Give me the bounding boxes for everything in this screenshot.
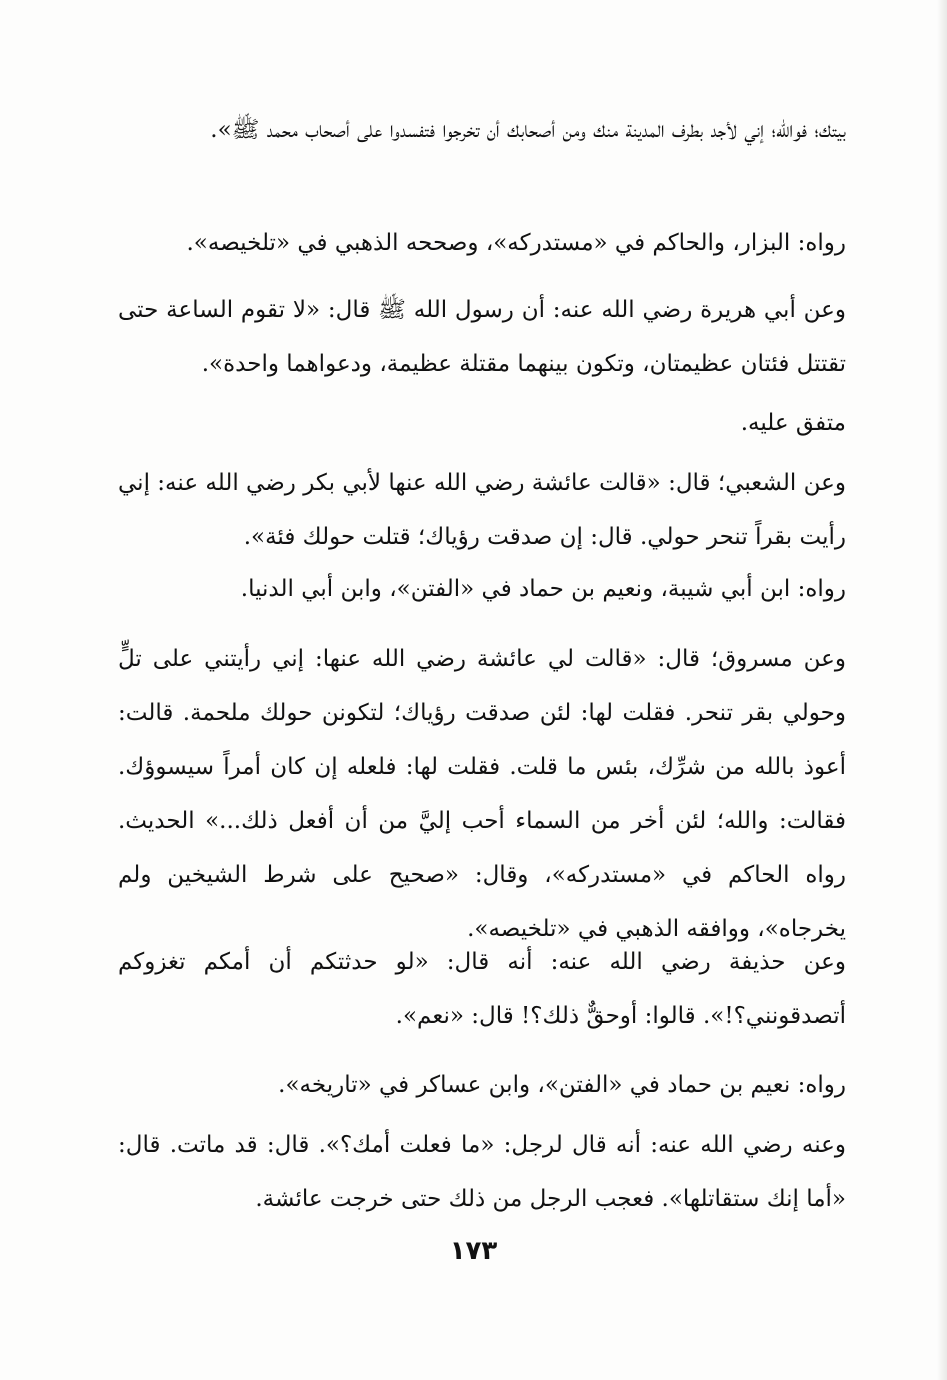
scan-edge-shadow [937,0,947,1380]
paragraph-4-reference: متفق عليه. [740,410,846,436]
paragraph-2-reference: رواه: البزار، والحاكم في «مستدركه»، وصححه الذهبي في «تلخيصه». [186,230,846,256]
paragraph-9-reference: رواه: نعيم بن حماد في «الفتن»، وابن عساكر في «تاريخه». [278,1072,846,1098]
paragraph-3: وعن أبي هريرة رضي الله عنه: أن رسول الله ﷺ قال: «لا تقوم الساعة حتى تقتتل فئتان عظيمتان، وتكون بينهما مقتلة عظيمة، ودعواهما واحدة». [118,297,846,377]
paragraph-7: وعن مسروق؛ قال: «قالت لي عائشة رضي الله عنها: إني رأيتني على تلٍّ وحولي بقر تنحر. فقلت لها: لئن صدقت رؤياك؛ لتكونن حولك ملحمة. قالت: أعوذ بالله من شرِّك، بئس ما قلت. فقلت لها: فلعله إن كان أمراً سيسوؤك. فقالت: والله؛ لئن أخر من السماء أحب إليَّ من أن أفعل ذلك...» الحديث. رواه الحاكم في «مستدركه»، وقال: «صحيح على شرط الشيخين ولم يخرجاه»، ووافقه الذهبي في «تلخيصه». [118,646,846,942]
page-number: ١٧٣ [449,1236,498,1266]
paragraph-5: وعن الشعبي؛ قال: «قالت عائشة رضي الله عنها لأبي بكر رضي الله عنه: إني رأيت بقراً تنحر حولي. قال: إن صدقت رؤياك؛ قتلت حولك فئة». [118,470,846,550]
paragraph-1: بيتك؛ فوالله؛ إني لأجد بطرف المدينة منك ومن أصحابك أن تخرجوا فتفسدوا على أصحاب محمد ﷺ». [210,117,846,143]
paragraph-10: وعنه رضي الله عنه: أنه قال لرجل: «ما فعلت أمك؟». قال: قد ماتت. قال: «أما إنك ستقاتلها». فعجب الرجل من ذلك حتى خرجت عائشة. [118,1132,846,1212]
paragraph-8: وعن حذيفة رضي الله عنه: أنه قال: «لو حدثتكم أن أمكم تغزوكم أتصدقونني؟!». قالوا: أوحقٌّ ذلك؟! قال: «نعم». [118,949,846,1029]
paragraph-6-reference: رواه: ابن أبي شيبة، ونعيم بن حماد في «الفتن»، وابن أبي الدنيا. [240,576,846,602]
